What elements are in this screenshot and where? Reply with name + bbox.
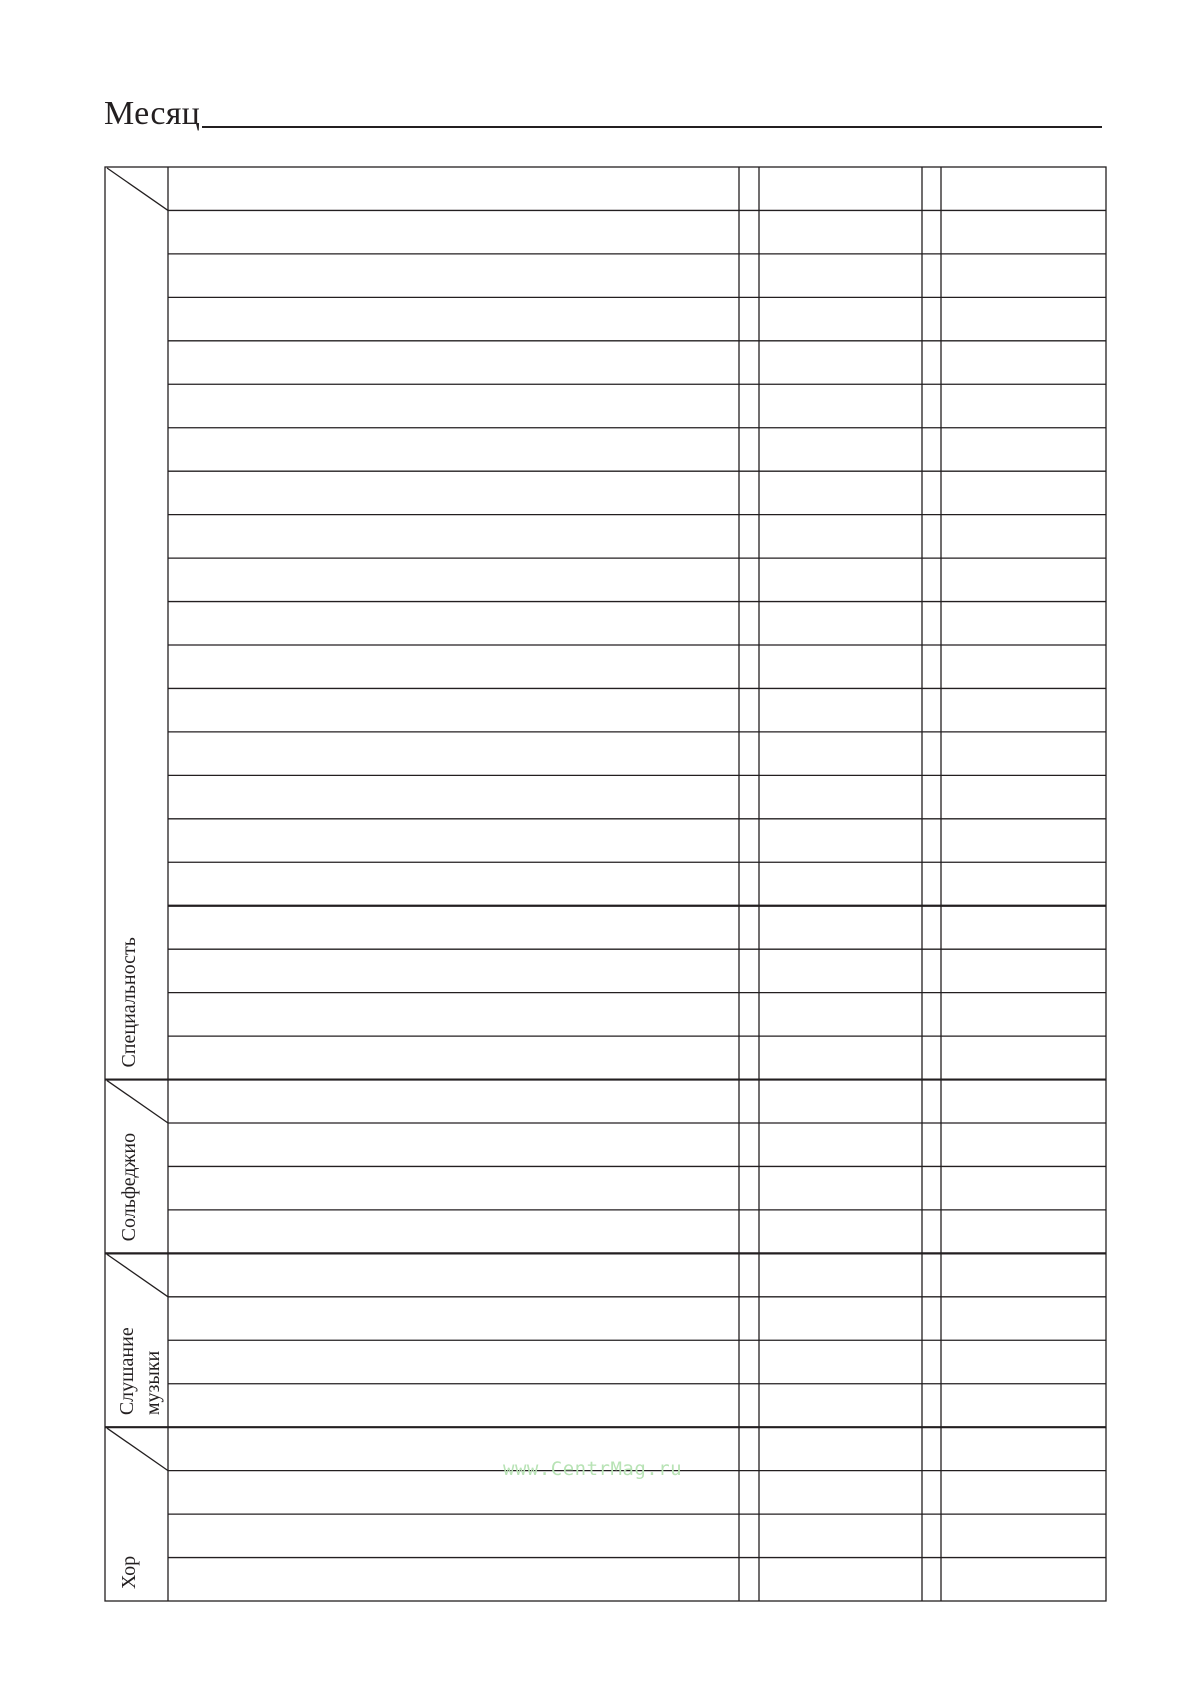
entry-cell[interactable]: [760, 1515, 921, 1556]
entry-cell[interactable]: [760, 820, 921, 861]
entry-cell[interactable]: [760, 1081, 921, 1122]
entry-cell[interactable]: [942, 646, 1105, 687]
entry-cell[interactable]: [760, 1037, 921, 1078]
entry-cell[interactable]: [760, 1211, 921, 1252]
entry-cell[interactable]: [942, 342, 1105, 383]
entry-cell[interactable]: [169, 776, 738, 817]
entry-cell[interactable]: [169, 603, 738, 644]
entry-cell[interactable]: [760, 1298, 921, 1339]
section-slash: [107, 168, 168, 210]
entry-cell[interactable]: [942, 733, 1105, 774]
entry-cell[interactable]: [760, 516, 921, 557]
entry-cell[interactable]: [169, 1559, 738, 1600]
entry-cell[interactable]: [169, 689, 738, 730]
entry-cell[interactable]: [169, 385, 738, 426]
entry-cell[interactable]: [760, 776, 921, 817]
entry-cell[interactable]: [942, 211, 1105, 252]
entry-cell[interactable]: [942, 516, 1105, 557]
entry-cell[interactable]: [169, 211, 738, 252]
entry-cell[interactable]: [169, 559, 738, 600]
entry-cell[interactable]: [760, 298, 921, 339]
entry-cell[interactable]: [169, 298, 738, 339]
entry-cell[interactable]: [942, 1341, 1105, 1382]
section-label: Хор: [118, 1555, 140, 1589]
entry-cell[interactable]: [942, 1472, 1105, 1513]
entry-cell[interactable]: [942, 255, 1105, 296]
entry-cell[interactable]: [760, 429, 921, 470]
entry-cell[interactable]: [942, 863, 1105, 904]
entry-cell[interactable]: [169, 342, 738, 383]
entry-cell[interactable]: [760, 603, 921, 644]
entry-cell[interactable]: [169, 820, 738, 861]
section-slash: [107, 1254, 168, 1296]
entry-cell[interactable]: [942, 168, 1105, 209]
entry-cell[interactable]: [942, 994, 1105, 1035]
entry-cell[interactable]: [942, 1167, 1105, 1208]
entry-cell[interactable]: [760, 211, 921, 252]
entry-cell[interactable]: [169, 1037, 738, 1078]
entry-cell[interactable]: [942, 1385, 1105, 1426]
entry-cell[interactable]: [760, 1559, 921, 1600]
entry-cell[interactable]: [760, 1167, 921, 1208]
entry-cell[interactable]: [169, 1254, 738, 1295]
entry-cell[interactable]: [760, 342, 921, 383]
entry-cell[interactable]: [169, 863, 738, 904]
entry-cell[interactable]: [942, 1559, 1105, 1600]
entry-cell[interactable]: [169, 516, 738, 557]
entry-cell[interactable]: [169, 994, 738, 1035]
section-label: Слушание: [116, 1327, 138, 1416]
entry-cell[interactable]: [942, 776, 1105, 817]
entry-cell[interactable]: [169, 1124, 738, 1165]
entry-cell[interactable]: [760, 646, 921, 687]
entry-cell[interactable]: [942, 1211, 1105, 1252]
entry-cell[interactable]: [942, 603, 1105, 644]
entry-cell[interactable]: [760, 1472, 921, 1513]
entry-cell[interactable]: [760, 1385, 921, 1426]
entry-cell[interactable]: [760, 385, 921, 426]
entry-cell[interactable]: [760, 559, 921, 600]
entry-cell[interactable]: [760, 994, 921, 1035]
entry-cell[interactable]: [169, 1515, 738, 1556]
entry-cell[interactable]: [942, 559, 1105, 600]
entry-cell[interactable]: [169, 950, 738, 991]
entry-cell[interactable]: [169, 1081, 738, 1122]
entry-cell[interactable]: [942, 385, 1105, 426]
entry-cell[interactable]: [942, 1124, 1105, 1165]
entry-cell[interactable]: [760, 863, 921, 904]
month-label: Месяц: [104, 95, 201, 132]
section-label: музыки: [142, 1350, 164, 1416]
entry-cell[interactable]: [760, 255, 921, 296]
entry-cell[interactable]: [169, 1385, 738, 1426]
entry-cell[interactable]: [169, 472, 738, 513]
entry-cell[interactable]: [942, 1081, 1105, 1122]
entry-cell[interactable]: [942, 1298, 1105, 1339]
entry-cell[interactable]: [942, 689, 1105, 730]
entry-cell[interactable]: [169, 1298, 738, 1339]
section-slash: [107, 1428, 168, 1470]
entry-cell[interactable]: [760, 907, 921, 948]
entry-cell[interactable]: [760, 950, 921, 991]
watermark: www.CentrMag.ru: [503, 1458, 683, 1480]
entry-cell[interactable]: [169, 168, 738, 209]
entry-cell[interactable]: [760, 1124, 921, 1165]
entry-cell[interactable]: [760, 1254, 921, 1295]
entry-cell[interactable]: [942, 1515, 1105, 1556]
entry-cell[interactable]: [760, 168, 921, 209]
entry-cell[interactable]: [169, 733, 738, 774]
entry-cell[interactable]: [169, 646, 738, 687]
entry-cell[interactable]: [760, 1341, 921, 1382]
entry-cell[interactable]: [169, 1167, 738, 1208]
entry-cell[interactable]: [942, 298, 1105, 339]
section-slash: [107, 1081, 168, 1123]
section-label: Сольфеджио: [118, 1132, 140, 1242]
entry-cell[interactable]: [169, 255, 738, 296]
entry-cell[interactable]: [942, 820, 1105, 861]
section-label: Специальность: [118, 937, 140, 1068]
entry-cell[interactable]: [169, 907, 738, 948]
entry-cell[interactable]: [942, 472, 1105, 513]
entry-cell[interactable]: [942, 1037, 1105, 1078]
entry-cell[interactable]: [942, 429, 1105, 470]
entry-cell[interactable]: [942, 950, 1105, 991]
entry-cell[interactable]: [760, 733, 921, 774]
entry-cell[interactable]: [942, 907, 1105, 948]
entry-cell[interactable]: [942, 1254, 1105, 1295]
entry-cell[interactable]: [760, 1428, 921, 1469]
entry-cell[interactable]: [942, 1428, 1105, 1469]
entry-cell[interactable]: [169, 1341, 738, 1382]
entry-cell[interactable]: [169, 1211, 738, 1252]
entry-cell[interactable]: [169, 429, 738, 470]
entry-cell[interactable]: [760, 689, 921, 730]
entry-cell[interactable]: [760, 472, 921, 513]
